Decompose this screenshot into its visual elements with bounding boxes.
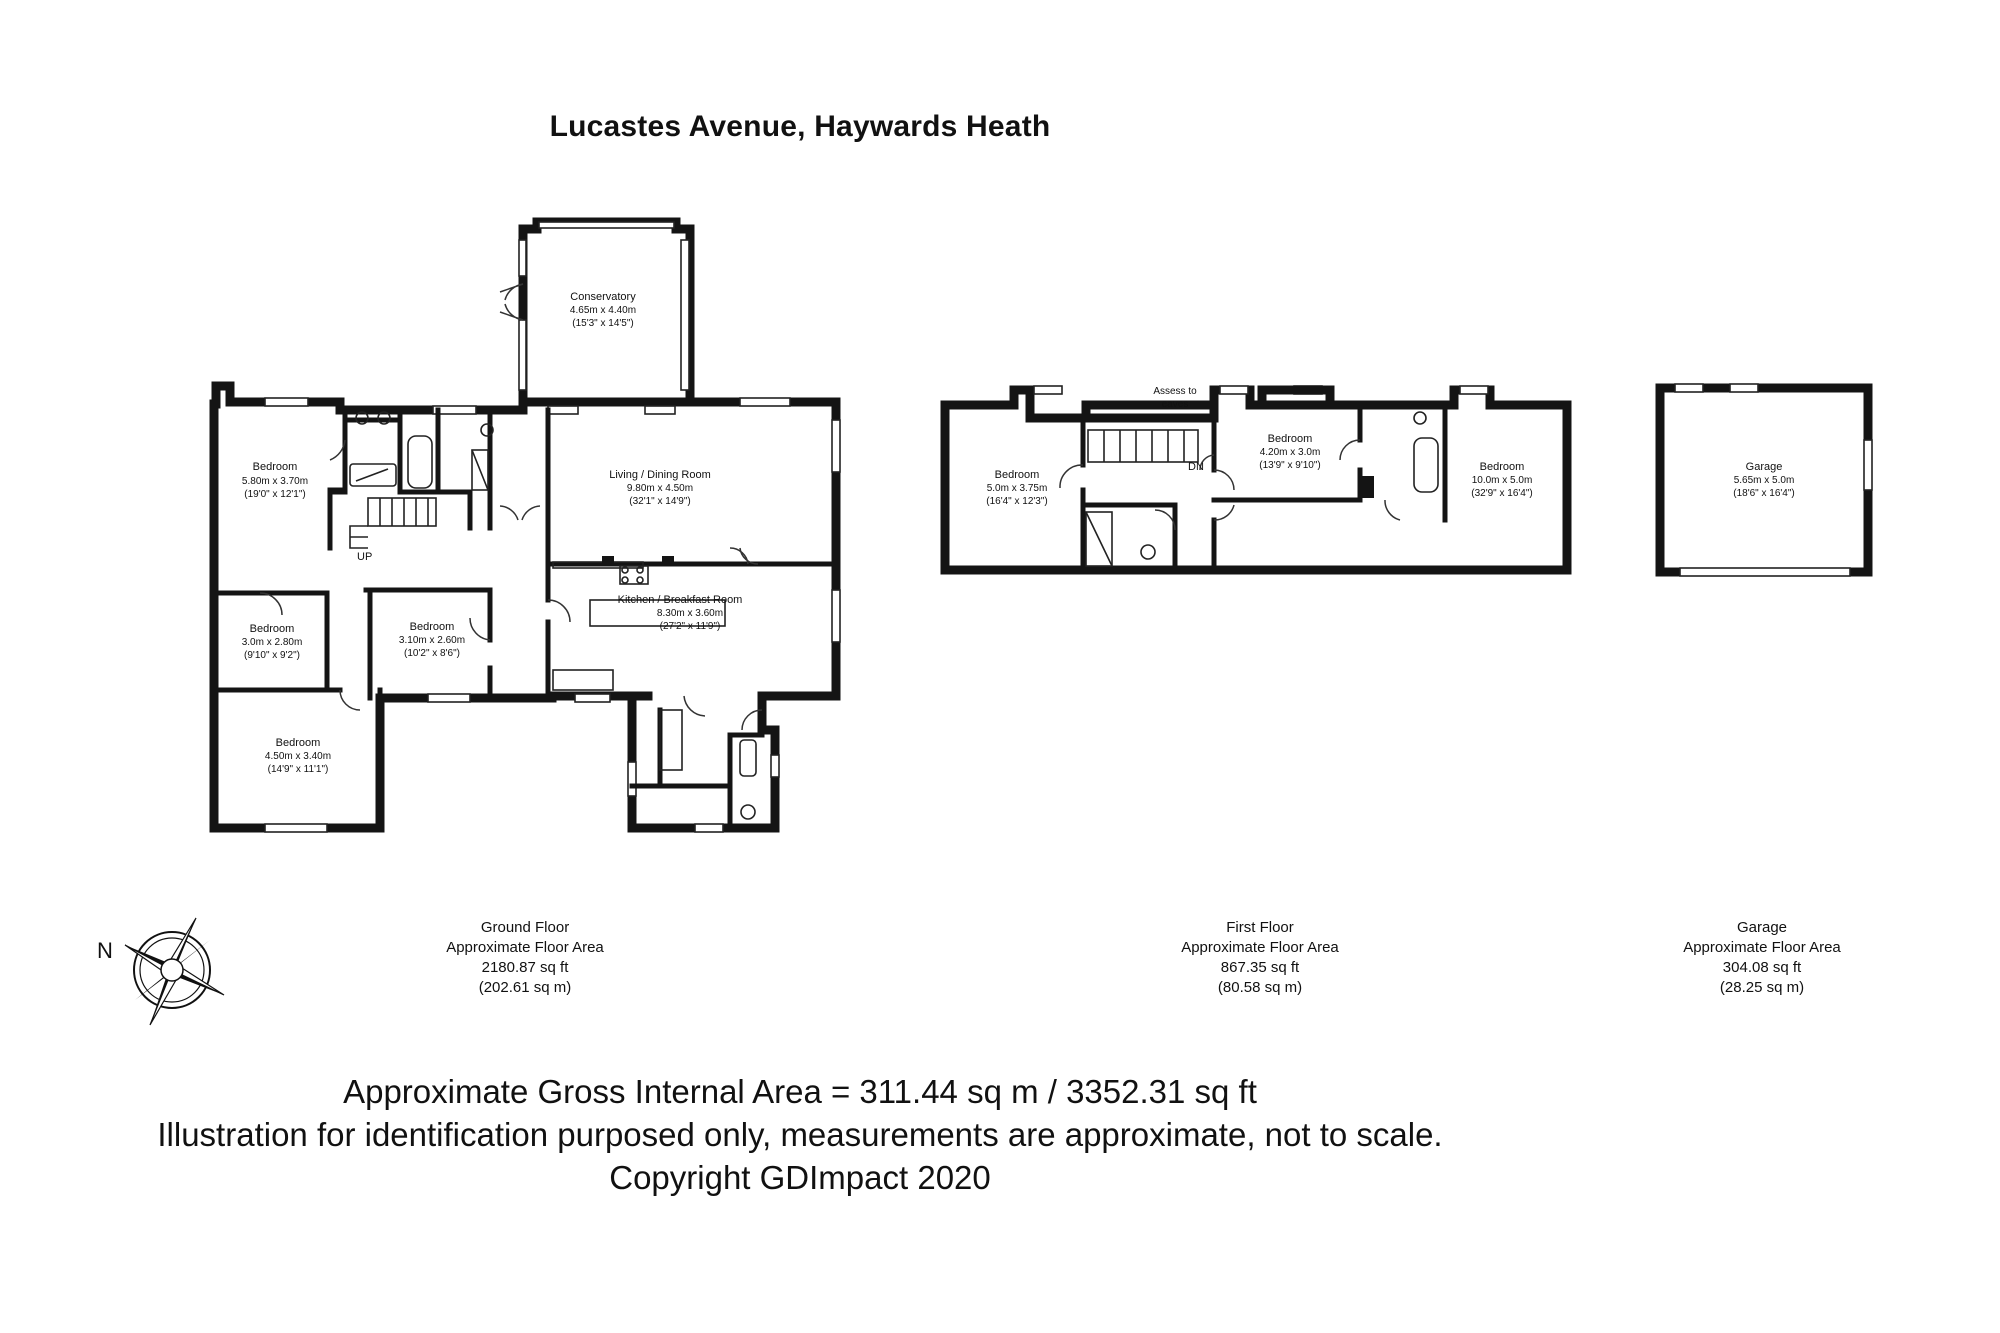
gross-area-line: Approximate Gross Internal Area = 311.44 sq m / 3352.31 sq ft — [343, 1073, 1257, 1110]
floor-caption: Approximate Floor Area — [446, 939, 604, 956]
room-name-conservatory: Conservatory — [570, 291, 636, 303]
room-size-bedroom: 10.0m x 5.0m — [1471, 475, 1533, 486]
room-imperial-bedroom: (32'9" x 16'4") — [1471, 488, 1533, 499]
room-size-garage: 5.65m x 5.0m — [1733, 475, 1795, 486]
floor-sqft: 304.08 sq ft — [1722, 959, 1802, 976]
room-name-bedroom: Bedroom — [1267, 433, 1313, 445]
room-imperial-bedroom: (19'0" x 12'1") — [244, 489, 306, 500]
stairs-up-label: UP — [357, 551, 373, 563]
floor-sqm: (202.61 sq m) — [478, 979, 572, 996]
room-imperial-bedroom: (13'9" x 9'10") — [1259, 460, 1321, 471]
floor-caption: Approximate Floor Area — [1181, 939, 1339, 956]
floor-name: Garage — [1736, 919, 1788, 936]
room-imperial-conservatory: (15'3" x 14'5") — [572, 318, 634, 329]
first-floor-area — [1130, 918, 1390, 998]
room-name-bedroom: Bedroom — [994, 469, 1040, 481]
stairs-down-label: DN — [1188, 461, 1204, 473]
room-imperial-bedroom: (14'9" x 11'1") — [267, 764, 329, 775]
room-name-bedroom: Bedroom — [409, 621, 455, 633]
floor-sqm: (80.58 sq m) — [1217, 979, 1303, 996]
floor-sqft: 867.35 sq ft — [1220, 959, 1300, 976]
room-imperial-bedroom: (10'2" x 8'6") — [404, 648, 460, 659]
room-name-bedroom: Bedroom — [252, 461, 298, 473]
room-imperial-living-dining: (32'1" x 14'9") — [629, 496, 691, 507]
room-imperial-bedroom: (9'10" x 9'2") — [244, 650, 300, 661]
page-title: Lucastes Avenue, Haywards Heath — [549, 110, 1051, 143]
room-imperial-kitchen: (27'2" x 11'9") — [659, 621, 721, 632]
floor-caption: Approximate Floor Area — [1683, 939, 1841, 956]
room-size-bedroom: 4.50m x 3.40m — [264, 751, 332, 762]
room-size-kitchen: 8.30m x 3.60m — [656, 608, 724, 619]
room-size-bedroom: 5.0m x 3.75m — [986, 483, 1048, 494]
room-name-bedroom: Bedroom — [249, 623, 295, 635]
room-size-bedroom: 5.80m x 3.70m — [241, 476, 309, 487]
room-name-garage: Garage — [1745, 461, 1783, 473]
room-imperial-bedroom: (16'4" x 12'3") — [986, 496, 1048, 507]
garage-area — [1632, 918, 1892, 998]
floor-name: First Floor — [1226, 919, 1294, 936]
room-size-bedroom: 3.0m x 2.80m — [241, 637, 303, 648]
room-imperial-garage: (18'6" x 16'4") — [1733, 488, 1795, 499]
compass-north-label: N — [97, 938, 113, 963]
room-name-living-dining: Living / Dining Room — [609, 469, 711, 481]
disclaimer-line: Illustration for identification purposed only, measurements are approximate, not to scale. — [157, 1116, 1443, 1153]
eaves-label: eaves — [1161, 399, 1189, 410]
room-size-conservatory: 4.65m x 4.40m — [569, 305, 637, 316]
room-size-bedroom: 4.20m x 3.0m — [1259, 447, 1321, 458]
staircase-first — [1088, 430, 1198, 462]
staircase-ground — [350, 498, 436, 548]
room-size-living-dining: 9.80m x 4.50m — [626, 483, 694, 494]
floor-sqft: 2180.87 sq ft — [481, 959, 569, 976]
floor-name: Ground Floor — [480, 919, 570, 936]
room-name-bedroom: Bedroom — [1479, 461, 1525, 473]
floor-sqm: (28.25 sq m) — [1719, 979, 1805, 996]
room-size-bedroom: 3.10m x 2.60m — [398, 635, 466, 646]
ground-floor-area — [395, 918, 655, 998]
room-name-kitchen: Kitchen / Breakfast Room — [617, 594, 743, 606]
room-name-bedroom: Bedroom — [275, 737, 321, 749]
eaves-label: Assess to — [1153, 386, 1197, 397]
copyright-line: Copyright GDImpact 2020 — [609, 1159, 991, 1196]
compass-rose — [97, 918, 224, 1025]
